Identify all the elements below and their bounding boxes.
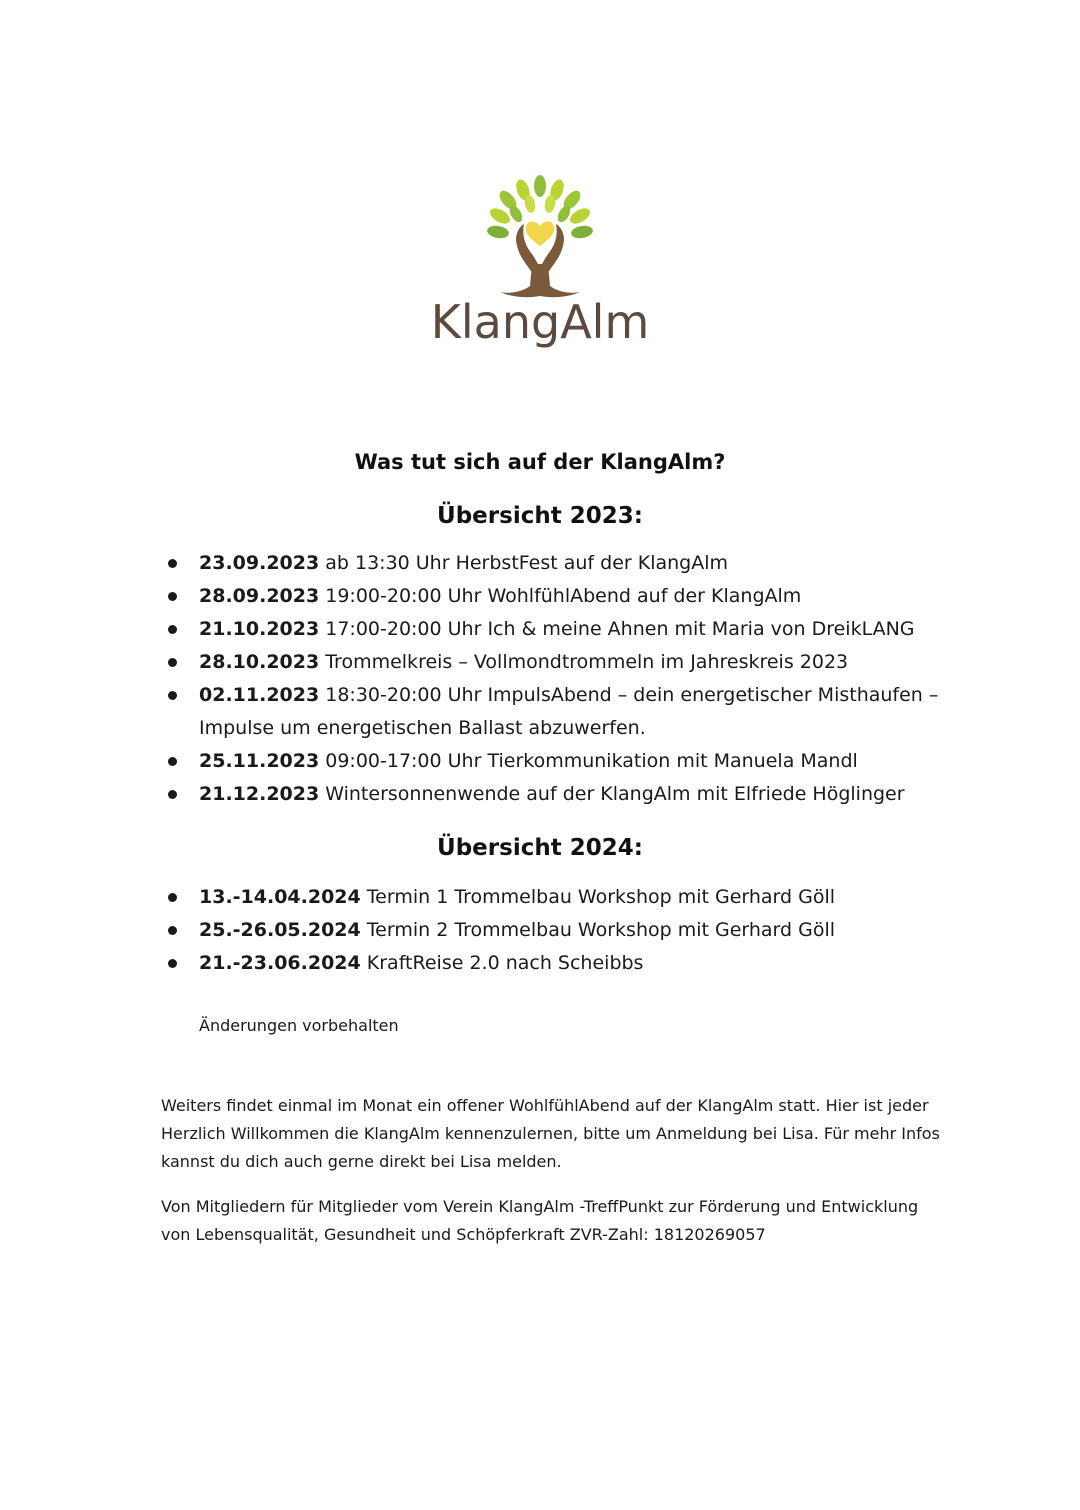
section-title-2024: Übersicht 2024:: [437, 835, 643, 861]
event-text: Wintersonnenwende auf der KlangAlm mit Elfriede Höglinger: [319, 783, 905, 805]
event-list-2023: [0, 547, 1000, 811]
event-text: 09:00-17:00 Uhr Tierkommunikation mit Manuela Mandl: [319, 750, 858, 772]
bullet-icon: [168, 893, 177, 902]
list-item: [0, 914, 1000, 947]
event-list-2024: [0, 881, 1000, 980]
event-text: Termin 2 Trommelbau Workshop mit Gerhard Göll: [360, 919, 836, 941]
bullet-icon: [168, 592, 177, 601]
list-item: [0, 613, 1000, 646]
list-item: [0, 745, 1000, 778]
list-item: [0, 580, 1000, 613]
list-item: [0, 646, 1000, 679]
bullet-icon: [168, 757, 177, 766]
event-date: 28.10.2023: [199, 651, 320, 673]
list-item: [0, 947, 1000, 980]
event-text: 17:00-20:00 Uhr Ich & meine Ahnen mit Maria von DreikLANG: [319, 618, 915, 640]
event-text: 18:30-20:00 Uhr ImpulsAbend – dein energetischer Misthaufen – Impulse um energetischen Ballast abzuwerfen.: [199, 684, 939, 739]
event-date: 13.-14.04.2024: [199, 886, 361, 908]
event-text: Termin 1 Trommelbau Workshop mit Gerhard Göll: [360, 886, 836, 908]
event-date: 21.10.2023: [199, 618, 320, 640]
event-text: ab 13:30 Uhr HerbstFest auf der KlangAlm: [319, 552, 729, 574]
bullet-icon: [168, 790, 177, 799]
association-paragraph: Von Mitgliedern für Mitglieder vom Verein KlangAlm -TreffPunkt zur Förderung und Entwicklung von Lebensqualität, Gesundheit und Schöpferkraft ZVR-Zahl: 18120269057: [161, 1197, 919, 1244]
trunk-roots: [500, 264, 580, 297]
event-text: 19:00-20:00 Uhr WohlfühlAbend auf der KlangAlm: [319, 585, 802, 607]
list-item: [0, 881, 1000, 914]
event-text: Trommelkreis – Vollmondtrommeln im Jahreskreis 2023: [319, 651, 849, 673]
list-item: [0, 547, 1000, 580]
bullet-icon: [168, 559, 177, 568]
event-date: 21.-23.06.2024: [199, 952, 361, 974]
list-item: [0, 679, 959, 745]
section-title-2023: Übersicht 2023:: [437, 503, 643, 529]
bullet-icon: [168, 625, 177, 634]
bullet-icon: [168, 959, 177, 968]
info-paragraph: Weiters findet einmal im Monat ein offener WohlfühlAbend auf der KlangAlm statt. Hier ist jeder Herzlich Willkommen die KlangAlm kennenzulernen, bitte um Anmeldung bei Lisa. Für mehr Infos kannst du dich auch gerne direkt bei Lisa melden.: [161, 1096, 940, 1171]
event-date: 25.11.2023: [199, 750, 320, 772]
page-title: Was tut sich auf der KlangAlm?: [354, 450, 726, 474]
event-date: 23.09.2023: [199, 552, 320, 574]
heart-icon: [526, 222, 555, 247]
klangalm-logo: [420, 168, 660, 378]
tree-heart-logo-icon: [420, 168, 660, 378]
logo-text: KlangAlm: [430, 295, 650, 349]
event-date: 02.11.2023: [199, 684, 320, 706]
event-text: KraftReise 2.0 nach Scheibbs: [360, 952, 644, 974]
disclaimer-note: Änderungen vorbehalten: [199, 1016, 399, 1035]
event-date: 25.-26.05.2024: [199, 919, 361, 941]
list-item: [0, 778, 1000, 811]
bullet-icon: [168, 658, 177, 667]
bullet-icon: [168, 926, 177, 935]
bullet-icon: [168, 691, 177, 700]
event-date: 28.09.2023: [199, 585, 320, 607]
event-date: 21.12.2023: [199, 783, 320, 805]
